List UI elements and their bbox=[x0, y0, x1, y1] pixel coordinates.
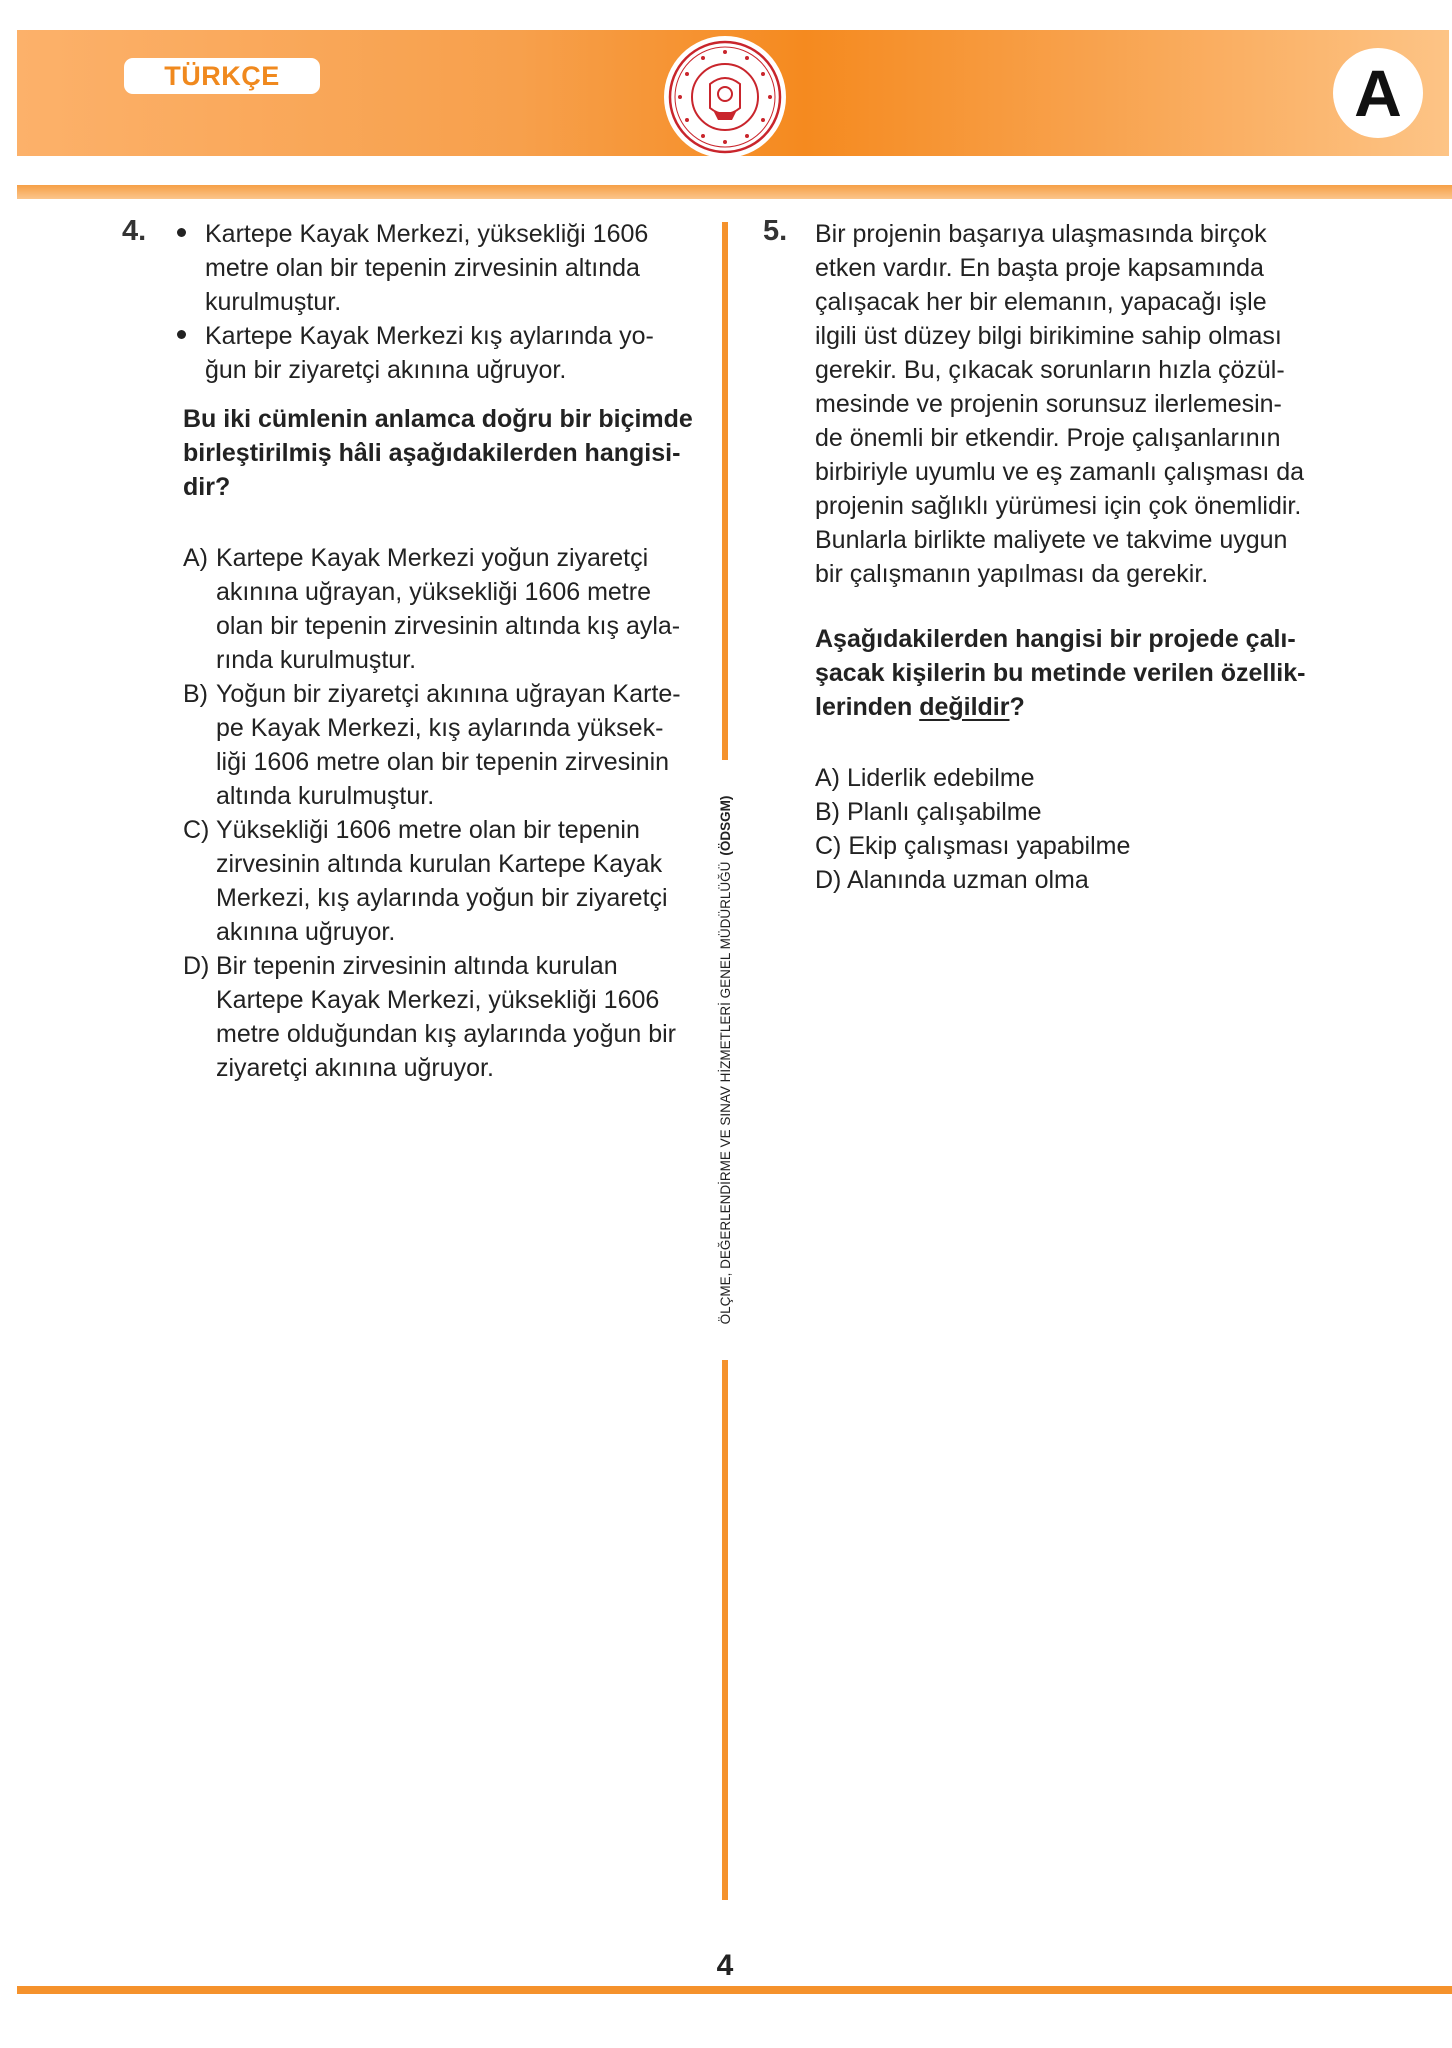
question-5-number: 5. bbox=[763, 215, 788, 247]
question-4-option-d-letter[interactable]: D) bbox=[183, 952, 210, 980]
question-4-prompt: Bu iki cümlenin anlamca doğru bir biçimde birleştirilmiş hâli aşağıdakilerden hangisi- dir? bbox=[183, 405, 693, 501]
question-4-number: 4. bbox=[122, 215, 147, 247]
bullet-dot bbox=[177, 228, 186, 237]
footer-rule bbox=[17, 1986, 1452, 1994]
negation-emphasis: değildir bbox=[919, 693, 1010, 721]
vertical-institution-text bbox=[708, 795, 742, 1370]
header-rule bbox=[17, 185, 1452, 199]
question-5-option-b[interactable]: B) Planlı çalışabilme bbox=[815, 798, 1042, 826]
question-4-option-c-text[interactable]: Yüksekliği 1606 metre olan bir tepenin zirvesinin altında kurulan Kartepe Kayak Merkezi, kış aylarında yoğun bir ziyaretçi akınına uğruyor. bbox=[216, 816, 668, 946]
question-5-passage: Bir projenin başarıya ulaşmasında birçok etken vardır. En başta proje kapsamında çalışacak her bir elemanın, yapacağı işle ilgili üst düzey bilgi birikimine sahip olması gerekir. Bu, çıkacak sorunların hızla çözül- mesinde ve projenin sorunsuz ilerlemesin- de önemli bir etkendir. Proje çalışanlarının birbiriyle uyumlu ve eş zamanlı çalışması da projenin sağlıklı yürümesi için çok önemlidir. Bunlarla birlikte maliyete ve takvime uygun bir çalışmanın yapılması da gerekir. bbox=[815, 220, 1305, 588]
question-5-option-a[interactable]: A) Liderlik edebilme bbox=[815, 764, 1035, 792]
vertical-institution-name: ÖLÇME, DEĞERLENDİRME VE SINAV HİZMETLERİ GENEL MÜDÜRLÜĞÜ bbox=[717, 861, 733, 1325]
question-4-bullet-2: Kartepe Kayak Merkezi kış aylarında yo- ğun bir ziyaretçi akınına uğruyor. bbox=[205, 322, 654, 384]
question-5-prompt: Aşağıdakilerden hangisi bir projede çalı- şacak kişilerin bu metinde verilen özellik- lerinden değildir? bbox=[815, 625, 1306, 721]
meb-seal-icon bbox=[662, 34, 788, 160]
page-number: 4 bbox=[716, 1949, 734, 1982]
question-4-option-b-text[interactable]: Yoğun bir ziyaretçi akınına uğrayan Karte- pe Kayak Merkezi, kış aylarında yüksek- liği 1606 metre olan bir tepenin zirvesinin altında kurulmuştur. bbox=[216, 680, 681, 810]
question-5-option-c[interactable]: C) Ekip çalışması yapabilme bbox=[815, 832, 1131, 860]
subject-label: TÜRKÇE bbox=[124, 58, 320, 94]
vertical-institution-abbr: (ÖDSGM) bbox=[717, 795, 733, 856]
question-4-option-d-text[interactable]: Bir tepenin zirvesinin altında kurulan Kartepe Kayak Merkezi, yüksekliği 1606 metre olduğundan kış aylarında yoğun bir ziyaretçi akınına uğruyor. bbox=[216, 952, 677, 1082]
question-4-option-a-text[interactable]: Kartepe Kayak Merkezi yoğun ziyaretçi akınına uğrayan, yüksekliği 1606 metre olan bir tepenin zirvesinin altında kış ayla- rında kurulmuştur. bbox=[216, 544, 681, 674]
question-5-option-d[interactable]: D) Alanında uzman olma bbox=[815, 866, 1089, 894]
bullet-dot bbox=[177, 330, 186, 339]
question-4-option-b-letter[interactable]: B) bbox=[183, 680, 208, 708]
question-5-options bbox=[815, 761, 1130, 897]
question-4-bullet-1: Kartepe Kayak Merkezi, yüksekliği 1606 metre olan bir tepenin zirvesinin altında kurulmuştur. bbox=[205, 220, 649, 316]
question-4-option-c-letter[interactable]: C) bbox=[183, 816, 210, 844]
question-4-option-a-letter[interactable]: A) bbox=[183, 544, 208, 572]
booklet-letter-badge: A bbox=[1333, 48, 1423, 138]
